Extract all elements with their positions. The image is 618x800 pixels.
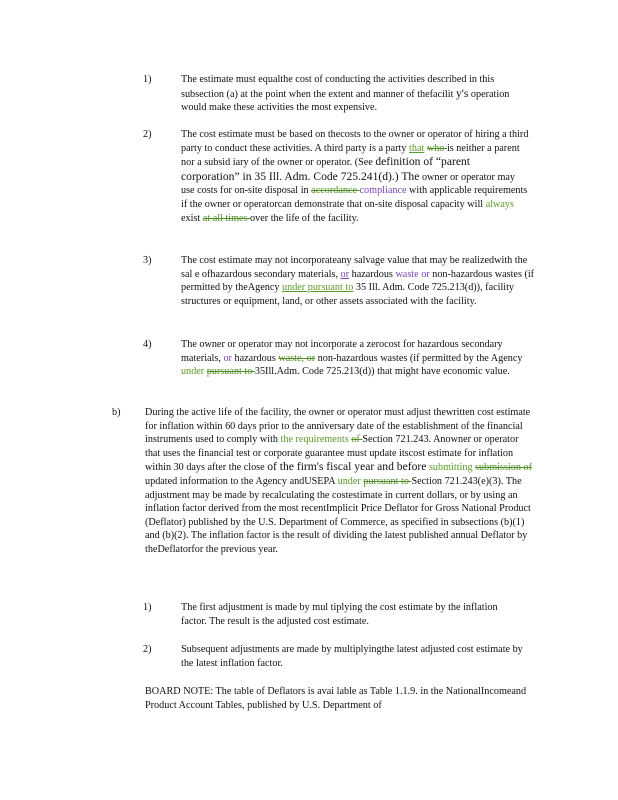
text-segment: The first adjustment is made by mul tiplying the cost estimate by the inflation factor. The result is the adjusted cost estimate.	[181, 602, 498, 627]
text-segment: always	[485, 198, 514, 210]
item-number: 4)	[143, 339, 152, 350]
text-segment: owner or operator may use costs for on-site disposal in	[181, 171, 516, 197]
text-segment: Section 721.243. Anowner or operator that uses the financial test or corporate guarantee must update itscost estimate for inflation within 30 days after the close	[145, 434, 519, 474]
text-segment: that	[409, 142, 425, 154]
text-segment: BOARD NOTE: The table of Deflators is avai lable as Table 1.1.9. in the NationalIncomeand Product Account Tables, published by U.S. Department of	[145, 686, 527, 711]
text-segment: The owner or operator may not incorporate a zerocost for hazardous secondary materials,	[181, 339, 503, 364]
text-segment: under	[337, 475, 361, 487]
text-segment: of the firm's fiscal year and before	[267, 460, 427, 474]
text-segment: Subsequent adjustments are made by multiplyingthe latest adjusted cost estimate by the latest inflation factor.	[181, 644, 523, 669]
text-segment: or	[223, 352, 232, 364]
text-segment: exist	[181, 212, 203, 224]
text-segment: 35Ill.Adm. Code 725.213(d)) that might have economic value.	[254, 366, 510, 378]
text-segment: under	[181, 366, 205, 378]
text-segment: submitting	[428, 462, 473, 474]
paragraph-inflation-adjustment	[145, 406, 533, 557]
paragraph-zero-cost	[181, 338, 529, 379]
board-note	[145, 685, 529, 712]
text-segment: under pursuant to	[282, 282, 354, 294]
text-segment: During the active life of the facility, the owner or operator must adjust thewritten cost estimate for inflation within 60 days prior to the anniversary date of the establishment of the financial instruments used to comply with	[145, 407, 531, 446]
text-segment: pursuant to	[363, 475, 412, 487]
text-segment: non-hazardous wastes (if permitted by theAgency	[181, 268, 535, 294]
text-segment: who	[426, 142, 447, 154]
text-segment: The estimate must equalthe cost of conducting the activities described in this subsection (a) at the point when the extent and manner of thefacilit	[181, 74, 495, 100]
text-segment: non-hazardous wastes (if permitted by the Agency	[315, 352, 523, 364]
text-segment: 35 Ill. Adm. Code 725.213(d)), facility structures or equipment, land, or other assets associated with the facility.	[181, 282, 515, 307]
text-segment: submission of	[475, 462, 532, 474]
item-number: 3)	[143, 255, 152, 266]
text-segment: accordance	[311, 185, 360, 197]
paragraph-third-party-cost	[181, 128, 531, 225]
item-number: b)	[112, 407, 121, 418]
text-segment: The cost estimate may not incorporateany salvage value that may be realizedwith the sal e ofhazardous secondary materials,	[181, 255, 528, 280]
text-segment: Section 721.243(e)(3). The adjustment may be made by recalculating the costestimate in current dollars, or by using an inflation factor derived from the most recentImplicit Price Deflator for Gross National Product (Deflator) published by the U.S. Department of Commerce, as specified in subsections (b)(1) and (b)(2). The inflation factor is the result of dividing the latest published annual Deflator by theDeflatorfor the previous year.	[145, 475, 531, 555]
paragraph-estimate-cost	[181, 73, 531, 115]
text-segment: y's	[455, 86, 469, 100]
paragraph-first-adjustment	[181, 601, 513, 628]
text-segment: operation would make these activities the most expensive.	[181, 88, 510, 114]
text-segment: waste, or	[278, 352, 316, 364]
text-segment: with applicable requirements if the owner or operatorcan demonstrate that on-site disposal capacity will	[181, 185, 528, 210]
paragraph-salvage-value	[181, 254, 539, 308]
text-segment: over the life of the facility.	[250, 212, 359, 224]
text-segment: at all times	[202, 212, 251, 224]
text-segment: hazardous	[231, 352, 279, 364]
text-segment: the requirements	[280, 434, 349, 446]
text-segment: waste or	[395, 268, 430, 280]
text-segment: compliance	[359, 185, 407, 197]
text-segment: The cost estimate must be based on thecosts to the owner or operator of hiring a third party to conduct these activities. A third party is a party	[181, 129, 529, 154]
item-number: 1)	[143, 602, 152, 613]
paragraph-subsequent-adjustments	[181, 643, 531, 670]
text-segment: definition of “parent corporation” in 35 Ill. Adm. Code 725.241(d).) The	[181, 155, 471, 183]
text-segment: is neither a parent nor a subsid iary of the owner or operator. (See	[181, 142, 520, 169]
item-number: 2)	[143, 129, 152, 140]
text-segment: pursuant to	[206, 366, 255, 378]
text-segment: updated information to the Agency andUSEPA	[145, 475, 338, 487]
item-number: 1)	[143, 74, 152, 85]
item-number: 2)	[143, 644, 152, 655]
text-segment: of	[351, 434, 363, 446]
text-segment: hazardous	[349, 268, 396, 280]
text-segment: or	[340, 268, 350, 280]
